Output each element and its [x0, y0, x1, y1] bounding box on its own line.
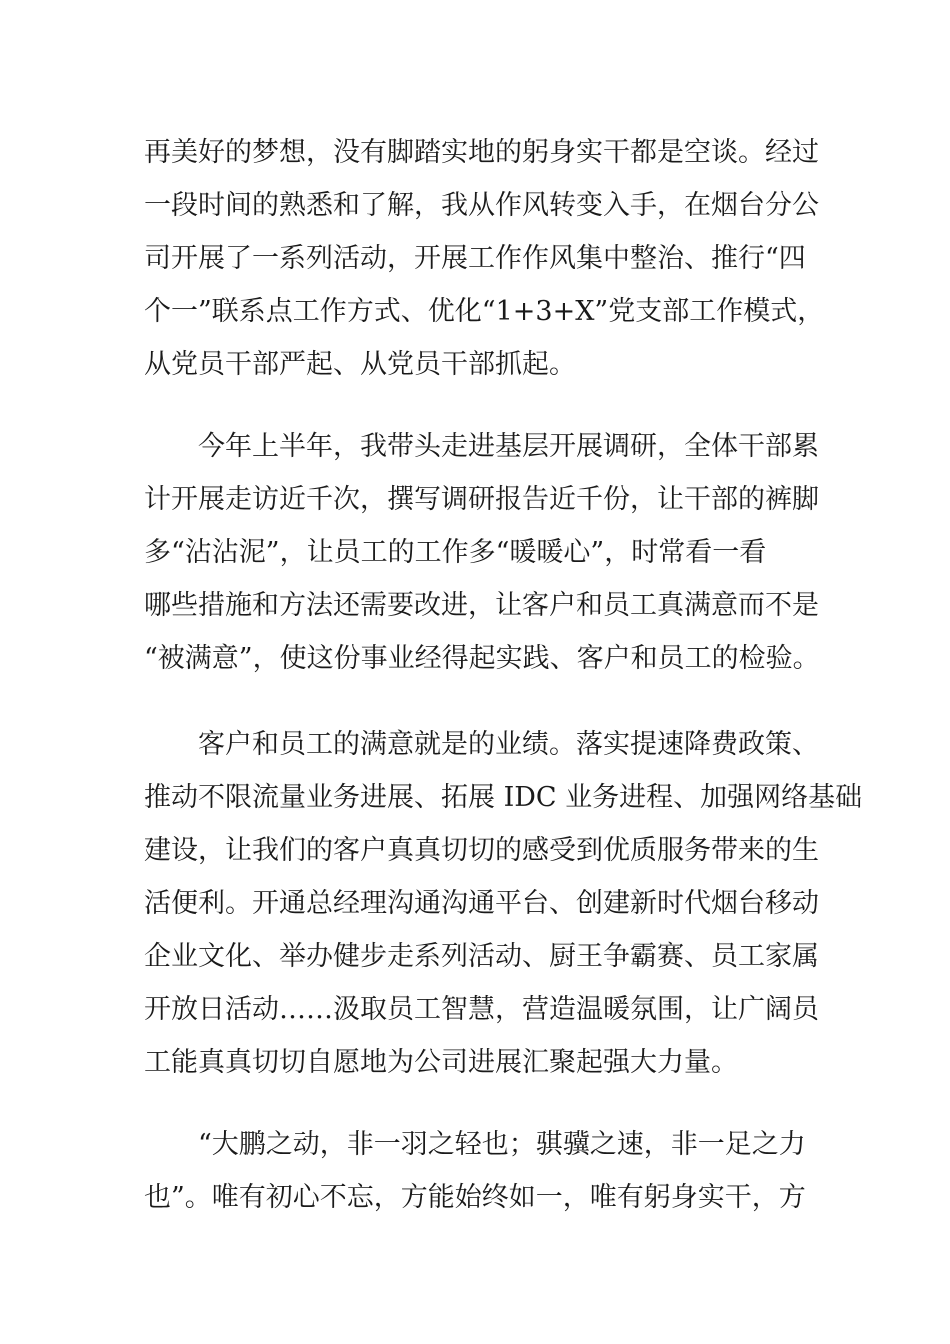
text-line-first: 今年上半年，我带头走进基层开展调研，全体干部累 — [198, 431, 819, 462]
text-line: 推动不限流量业务进展、拓展 IDC 业务进程、加强网络基础 — [144, 782, 863, 813]
text-line: 再美好的梦想，没有脚踏实地的躬身实干都是空谈。经过 — [144, 137, 819, 168]
paragraph-2 — [144, 420, 824, 685]
paragraph-4 — [144, 1118, 824, 1224]
text-line: 司开展了一系列活动，开展工作作风集中整治、推行“四 — [144, 243, 806, 274]
text-line: 建设，让我们的客户真真切切的感受到优质服务带来的生 — [144, 835, 819, 866]
text-line: “被满意”，使这份事业经得起实践、客户和员工的检验。 — [144, 643, 820, 674]
text-line: 一段时间的熟悉和了解，我从作风转变入手，在烟台分公 — [144, 190, 819, 221]
text-line: 从党员干部严起、从党员干部抓起。 — [144, 349, 576, 380]
text-line: 哪些措施和方法还需要改进，让客户和员工真满意而不是 — [144, 590, 819, 621]
paragraph-1 — [144, 126, 824, 391]
text-line: 工能真真切切自愿地为公司进展汇聚起强大力量。 — [144, 1047, 738, 1078]
text-line: 活便利。开通总经理沟通沟通平台、创建新时代烟台移动 — [144, 888, 819, 919]
paragraph-3 — [144, 718, 863, 1089]
text-line: 计开展走访近千次，撰写调研报告近千份，让干部的裤脚 — [144, 484, 819, 515]
text-line: 企业文化、举办健步走系列活动、厨王争霸赛、员工家属 — [144, 941, 819, 972]
text-line-first: “大鹏之动，非一羽之轻也；骐骥之速，非一足之力 — [198, 1129, 806, 1160]
text-line: 也”。唯有初心不忘，方能始终如一，唯有躬身实干，方 — [144, 1182, 806, 1213]
text-line: 开放日活动……汲取员工智慧，营造温暖氛围，让广阔员 — [144, 994, 819, 1025]
text-line: 多“沾沾泥”，让员工的工作多“暖暖心”，时常看一看 — [144, 537, 767, 568]
text-line-first: 客户和员工的满意就是的业绩。落实提速降费政策、 — [198, 729, 819, 760]
text-line: 个一”联系点工作方式、优化“1+3+X”党支部工作模式， — [144, 296, 825, 327]
